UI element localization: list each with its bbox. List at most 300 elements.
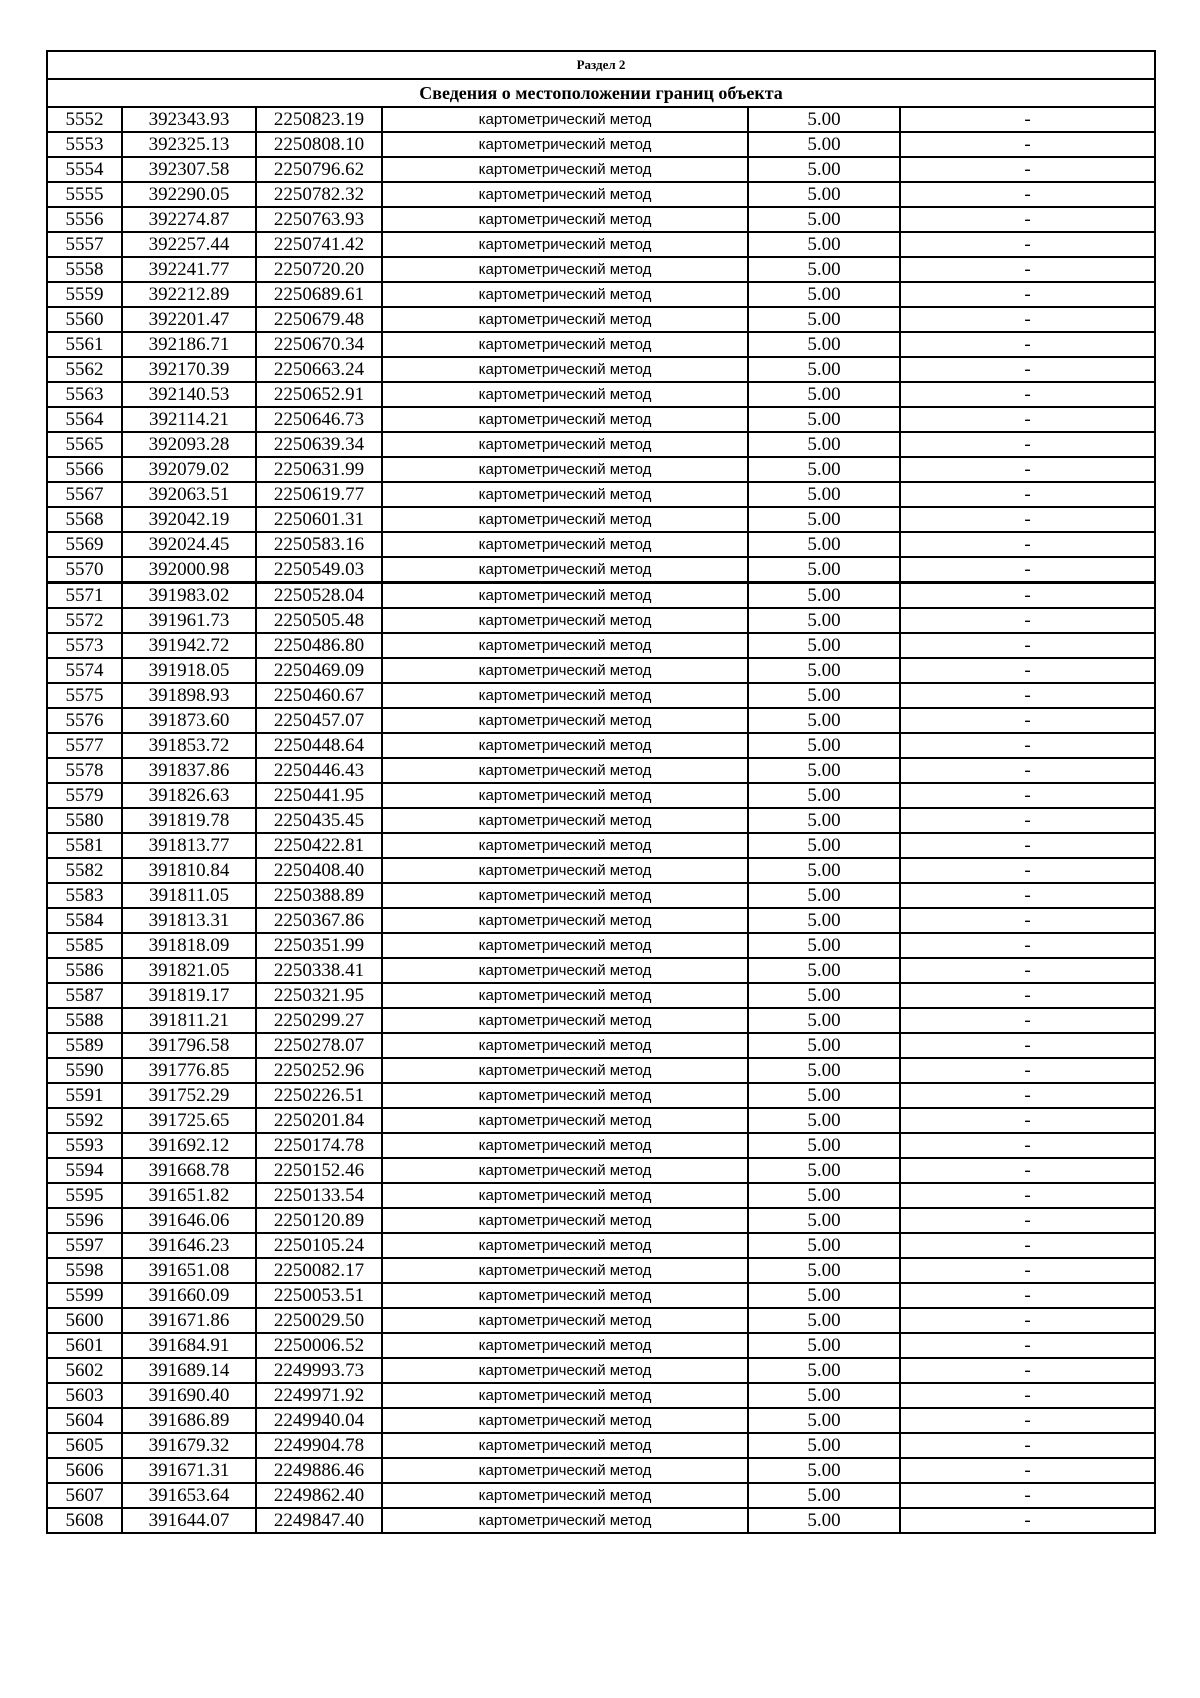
accuracy-cell: 5.00 <box>748 1383 900 1408</box>
x-coordinate-cell: 392307.58 <box>122 157 256 182</box>
table-title: Сведения о местоположении границ объекта <box>47 79 1155 107</box>
x-coordinate-cell: 391837.86 <box>122 758 256 783</box>
description-cell: - <box>900 608 1155 633</box>
x-coordinate-cell: 392274.87 <box>122 207 256 232</box>
y-coordinate-cell: 2250278.07 <box>256 1033 382 1058</box>
table-row <box>47 107 1155 132</box>
point-number-cell: 5576 <box>47 708 122 733</box>
accuracy-cell: 5.00 <box>748 157 900 182</box>
x-coordinate-cell: 391811.21 <box>122 1008 256 1033</box>
point-number-cell: 5601 <box>47 1333 122 1358</box>
x-coordinate-cell: 391752.29 <box>122 1083 256 1108</box>
x-coordinate-cell: 391813.77 <box>122 833 256 858</box>
description-cell: - <box>900 382 1155 407</box>
point-number-cell: 5597 <box>47 1233 122 1258</box>
accuracy-cell: 5.00 <box>748 683 900 708</box>
point-number-cell: 5553 <box>47 132 122 157</box>
description-cell: - <box>900 1133 1155 1158</box>
table-row <box>47 733 1155 758</box>
description-cell: - <box>900 958 1155 983</box>
table-row <box>47 432 1155 457</box>
accuracy-cell: 5.00 <box>748 382 900 407</box>
description-cell: - <box>900 858 1155 883</box>
accuracy-cell: 5.00 <box>748 1083 900 1108</box>
section-label: Раздел 2 <box>47 51 1155 79</box>
y-coordinate-cell: 2250652.91 <box>256 382 382 407</box>
description-cell: - <box>900 1408 1155 1433</box>
method-cell: картометрический метод <box>382 583 748 609</box>
y-coordinate-cell: 2250782.32 <box>256 182 382 207</box>
description-cell: - <box>900 1183 1155 1208</box>
accuracy-cell: 5.00 <box>748 1483 900 1508</box>
table-row <box>47 633 1155 658</box>
x-coordinate-cell: 392114.21 <box>122 407 256 432</box>
method-cell: картометрический метод <box>382 307 748 332</box>
accuracy-cell: 5.00 <box>748 507 900 532</box>
method-cell: картометрический метод <box>382 207 748 232</box>
description-cell: - <box>900 482 1155 507</box>
table-row <box>47 933 1155 958</box>
y-coordinate-cell: 2250741.42 <box>256 232 382 257</box>
method-cell: картометрический метод <box>382 1283 748 1308</box>
accuracy-cell: 5.00 <box>748 232 900 257</box>
x-coordinate-cell: 391821.05 <box>122 958 256 983</box>
accuracy-cell: 5.00 <box>748 983 900 1008</box>
table-row <box>47 1108 1155 1133</box>
x-coordinate-cell: 392290.05 <box>122 182 256 207</box>
method-cell: картометрический метод <box>382 1058 748 1083</box>
point-number-cell: 5607 <box>47 1483 122 1508</box>
point-number-cell: 5589 <box>47 1033 122 1058</box>
description-cell: - <box>900 132 1155 157</box>
x-coordinate-cell: 391818.09 <box>122 933 256 958</box>
x-coordinate-cell: 391646.06 <box>122 1208 256 1233</box>
table-row <box>47 1508 1155 1533</box>
table-row <box>47 958 1155 983</box>
description-cell: - <box>900 207 1155 232</box>
accuracy-cell: 5.00 <box>748 1233 900 1258</box>
method-cell: картометрический метод <box>382 933 748 958</box>
y-coordinate-cell: 2250299.27 <box>256 1008 382 1033</box>
method-cell: картометрический метод <box>382 407 748 432</box>
x-coordinate-cell: 392093.28 <box>122 432 256 457</box>
y-coordinate-cell: 2249904.78 <box>256 1433 382 1458</box>
description-cell: - <box>900 1483 1155 1508</box>
method-cell: картометрический метод <box>382 107 748 132</box>
method-cell: картометрический метод <box>382 958 748 983</box>
accuracy-cell: 5.00 <box>748 1308 900 1333</box>
y-coordinate-cell: 2250631.99 <box>256 457 382 482</box>
y-coordinate-cell: 2250120.89 <box>256 1208 382 1233</box>
description-cell: - <box>900 257 1155 282</box>
y-coordinate-cell: 2250460.67 <box>256 683 382 708</box>
y-coordinate-cell: 2249862.40 <box>256 1483 382 1508</box>
y-coordinate-cell: 2250670.34 <box>256 332 382 357</box>
accuracy-cell: 5.00 <box>748 257 900 282</box>
table-row <box>47 307 1155 332</box>
point-number-cell: 5581 <box>47 833 122 858</box>
method-cell: картометрический метод <box>382 1383 748 1408</box>
method-cell: картометрический метод <box>382 1258 748 1283</box>
x-coordinate-cell: 392186.71 <box>122 332 256 357</box>
description-cell: - <box>900 1508 1155 1533</box>
x-coordinate-cell: 391651.82 <box>122 1183 256 1208</box>
accuracy-cell: 5.00 <box>748 207 900 232</box>
point-number-cell: 5571 <box>47 583 122 609</box>
description-cell: - <box>900 1233 1155 1258</box>
y-coordinate-cell: 2250201.84 <box>256 1108 382 1133</box>
point-number-cell: 5608 <box>47 1508 122 1533</box>
x-coordinate-cell: 391660.09 <box>122 1283 256 1308</box>
table-row <box>47 482 1155 507</box>
accuracy-cell: 5.00 <box>748 107 900 132</box>
point-number-cell: 5573 <box>47 633 122 658</box>
method-cell: картометрический метод <box>382 1458 748 1483</box>
point-number-cell: 5560 <box>47 307 122 332</box>
description-cell: - <box>900 182 1155 207</box>
point-number-cell: 5586 <box>47 958 122 983</box>
accuracy-cell: 5.00 <box>748 1458 900 1483</box>
point-number-cell: 5583 <box>47 883 122 908</box>
description-cell: - <box>900 808 1155 833</box>
accuracy-cell: 5.00 <box>748 1258 900 1283</box>
description-cell: - <box>900 1458 1155 1483</box>
table-row <box>47 1183 1155 1208</box>
x-coordinate-cell: 392079.02 <box>122 457 256 482</box>
x-coordinate-cell: 391668.78 <box>122 1158 256 1183</box>
accuracy-cell: 5.00 <box>748 457 900 482</box>
description-cell: - <box>900 883 1155 908</box>
point-number-cell: 5567 <box>47 482 122 507</box>
description-cell: - <box>900 307 1155 332</box>
y-coordinate-cell: 2250367.86 <box>256 908 382 933</box>
y-coordinate-cell: 2250152.46 <box>256 1158 382 1183</box>
accuracy-cell: 5.00 <box>748 132 900 157</box>
description-cell: - <box>900 733 1155 758</box>
x-coordinate-cell: 391819.17 <box>122 983 256 1008</box>
description-cell: - <box>900 232 1155 257</box>
method-cell: картометрический метод <box>382 382 748 407</box>
table-row <box>47 833 1155 858</box>
accuracy-cell: 5.00 <box>748 708 900 733</box>
title-row <box>47 79 1155 107</box>
table-row <box>47 908 1155 933</box>
description-cell: - <box>900 357 1155 382</box>
table-row <box>47 1283 1155 1308</box>
table-row <box>47 658 1155 683</box>
method-cell: картометрический метод <box>382 1233 748 1258</box>
accuracy-cell: 5.00 <box>748 282 900 307</box>
x-coordinate-cell: 392325.13 <box>122 132 256 157</box>
method-cell: картометрический метод <box>382 1008 748 1033</box>
table-row <box>47 1483 1155 1508</box>
accuracy-cell: 5.00 <box>748 1183 900 1208</box>
accuracy-cell: 5.00 <box>748 1133 900 1158</box>
description-cell: - <box>900 1208 1155 1233</box>
description-cell: - <box>900 1258 1155 1283</box>
accuracy-cell: 5.00 <box>748 808 900 833</box>
x-coordinate-cell: 391692.12 <box>122 1133 256 1158</box>
x-coordinate-cell: 391671.86 <box>122 1308 256 1333</box>
table-row <box>47 683 1155 708</box>
x-coordinate-cell: 391811.05 <box>122 883 256 908</box>
x-coordinate-cell: 391653.64 <box>122 1483 256 1508</box>
method-cell: картометрический метод <box>382 557 748 583</box>
method-cell: картометрический метод <box>382 482 748 507</box>
table-row <box>47 1133 1155 1158</box>
table-row <box>47 332 1155 357</box>
y-coordinate-cell: 2250823.19 <box>256 107 382 132</box>
table-row <box>47 783 1155 808</box>
description-cell: - <box>900 933 1155 958</box>
y-coordinate-cell: 2250082.17 <box>256 1258 382 1283</box>
method-cell: картометрический метод <box>382 157 748 182</box>
description-cell: - <box>900 407 1155 432</box>
y-coordinate-cell: 2250663.24 <box>256 357 382 382</box>
table-row <box>47 132 1155 157</box>
y-coordinate-cell: 2250448.64 <box>256 733 382 758</box>
point-number-cell: 5603 <box>47 1383 122 1408</box>
y-coordinate-cell: 2250006.52 <box>256 1333 382 1358</box>
method-cell: картометрический метод <box>382 1333 748 1358</box>
point-number-cell: 5555 <box>47 182 122 207</box>
method-cell: картометрический метод <box>382 1358 748 1383</box>
table-row <box>47 808 1155 833</box>
point-number-cell: 5563 <box>47 382 122 407</box>
y-coordinate-cell: 2250689.61 <box>256 282 382 307</box>
table-row <box>47 182 1155 207</box>
point-number-cell: 5574 <box>47 658 122 683</box>
description-cell: - <box>900 107 1155 132</box>
y-coordinate-cell: 2250796.62 <box>256 157 382 182</box>
method-cell: картометрический метод <box>382 457 748 482</box>
description-cell: - <box>900 457 1155 482</box>
table-row <box>47 1158 1155 1183</box>
point-number-cell: 5554 <box>47 157 122 182</box>
accuracy-cell: 5.00 <box>748 783 900 808</box>
y-coordinate-cell: 2250388.89 <box>256 883 382 908</box>
x-coordinate-cell: 391796.58 <box>122 1033 256 1058</box>
table-row <box>47 1058 1155 1083</box>
point-number-cell: 5590 <box>47 1058 122 1083</box>
method-cell: картометрический метод <box>382 282 748 307</box>
method-cell: картометрический метод <box>382 507 748 532</box>
x-coordinate-cell: 391942.72 <box>122 633 256 658</box>
table-row <box>47 407 1155 432</box>
description-cell: - <box>900 833 1155 858</box>
description-cell: - <box>900 507 1155 532</box>
table-row <box>47 583 1155 609</box>
accuracy-cell: 5.00 <box>748 407 900 432</box>
method-cell: картометрический метод <box>382 858 748 883</box>
table-row <box>47 157 1155 182</box>
description-cell: - <box>900 708 1155 733</box>
accuracy-cell: 5.00 <box>748 1358 900 1383</box>
x-coordinate-cell: 392140.53 <box>122 382 256 407</box>
description-cell: - <box>900 532 1155 557</box>
accuracy-cell: 5.00 <box>748 1283 900 1308</box>
accuracy-cell: 5.00 <box>748 733 900 758</box>
method-cell: картометрический метод <box>382 1308 748 1333</box>
table-row <box>47 207 1155 232</box>
y-coordinate-cell: 2249940.04 <box>256 1408 382 1433</box>
boundary-points-table <box>46 50 1156 1534</box>
description-cell: - <box>900 282 1155 307</box>
accuracy-cell: 5.00 <box>748 758 900 783</box>
method-cell: картометрический метод <box>382 1433 748 1458</box>
method-cell: картометрический метод <box>382 633 748 658</box>
table-row <box>47 457 1155 482</box>
description-cell: - <box>900 1333 1155 1358</box>
method-cell: картометрический метод <box>382 132 748 157</box>
y-coordinate-cell: 2250646.73 <box>256 407 382 432</box>
point-number-cell: 5570 <box>47 557 122 583</box>
method-cell: картометрический метод <box>382 883 748 908</box>
description-cell: - <box>900 1008 1155 1033</box>
accuracy-cell: 5.00 <box>748 658 900 683</box>
description-cell: - <box>900 1433 1155 1458</box>
y-coordinate-cell: 2250321.95 <box>256 983 382 1008</box>
description-cell: - <box>900 1058 1155 1083</box>
point-number-cell: 5565 <box>47 432 122 457</box>
y-coordinate-cell: 2250457.07 <box>256 708 382 733</box>
y-coordinate-cell: 2250435.45 <box>256 808 382 833</box>
accuracy-cell: 5.00 <box>748 557 900 583</box>
point-number-cell: 5585 <box>47 933 122 958</box>
table-row <box>47 532 1155 557</box>
method-cell: картометрический метод <box>382 332 748 357</box>
x-coordinate-cell: 391725.65 <box>122 1108 256 1133</box>
point-number-cell: 5559 <box>47 282 122 307</box>
accuracy-cell: 5.00 <box>748 332 900 357</box>
x-coordinate-cell: 391679.32 <box>122 1433 256 1458</box>
y-coordinate-cell: 2250408.40 <box>256 858 382 883</box>
accuracy-cell: 5.00 <box>748 1158 900 1183</box>
description-cell: - <box>900 1108 1155 1133</box>
accuracy-cell: 5.00 <box>748 532 900 557</box>
point-number-cell: 5604 <box>47 1408 122 1433</box>
method-cell: картометрический метод <box>382 708 748 733</box>
x-coordinate-cell: 391983.02 <box>122 583 256 609</box>
accuracy-cell: 5.00 <box>748 883 900 908</box>
section-header-row <box>47 51 1155 79</box>
y-coordinate-cell: 2250808.10 <box>256 132 382 157</box>
y-coordinate-cell: 2250720.20 <box>256 257 382 282</box>
accuracy-cell: 5.00 <box>748 1058 900 1083</box>
point-number-cell: 5568 <box>47 507 122 532</box>
x-coordinate-cell: 392000.98 <box>122 557 256 583</box>
y-coordinate-cell: 2250601.31 <box>256 507 382 532</box>
description-cell: - <box>900 1033 1155 1058</box>
method-cell: картометрический метод <box>382 232 748 257</box>
y-coordinate-cell: 2250446.43 <box>256 758 382 783</box>
method-cell: картометрический метод <box>382 983 748 1008</box>
method-cell: картометрический метод <box>382 1133 748 1158</box>
point-number-cell: 5562 <box>47 357 122 382</box>
x-coordinate-cell: 392170.39 <box>122 357 256 382</box>
description-cell: - <box>900 683 1155 708</box>
table-row <box>47 883 1155 908</box>
point-number-cell: 5578 <box>47 758 122 783</box>
x-coordinate-cell: 391961.73 <box>122 608 256 633</box>
accuracy-cell: 5.00 <box>748 182 900 207</box>
table-row <box>47 608 1155 633</box>
method-cell: картометрический метод <box>382 658 748 683</box>
description-cell: - <box>900 1383 1155 1408</box>
x-coordinate-cell: 391690.40 <box>122 1383 256 1408</box>
y-coordinate-cell: 2249993.73 <box>256 1358 382 1383</box>
accuracy-cell: 5.00 <box>748 1408 900 1433</box>
method-cell: картометрический метод <box>382 758 748 783</box>
y-coordinate-cell: 2250486.80 <box>256 633 382 658</box>
point-number-cell: 5595 <box>47 1183 122 1208</box>
description-cell: - <box>900 557 1155 583</box>
x-coordinate-cell: 391853.72 <box>122 733 256 758</box>
y-coordinate-cell: 2250549.03 <box>256 557 382 583</box>
description-cell: - <box>900 1358 1155 1383</box>
accuracy-cell: 5.00 <box>748 1508 900 1533</box>
point-number-cell: 5598 <box>47 1258 122 1283</box>
x-coordinate-cell: 391684.91 <box>122 1333 256 1358</box>
method-cell: картометрический метод <box>382 1183 748 1208</box>
method-cell: картометрический метод <box>382 1108 748 1133</box>
accuracy-cell: 5.00 <box>748 933 900 958</box>
x-coordinate-cell: 392042.19 <box>122 507 256 532</box>
point-number-cell: 5564 <box>47 407 122 432</box>
point-number-cell: 5605 <box>47 1433 122 1458</box>
table-row <box>47 858 1155 883</box>
point-number-cell: 5569 <box>47 532 122 557</box>
point-number-cell: 5572 <box>47 608 122 633</box>
y-coordinate-cell: 2250528.04 <box>256 583 382 609</box>
table-row <box>47 357 1155 382</box>
table-row <box>47 1083 1155 1108</box>
point-number-cell: 5588 <box>47 1008 122 1033</box>
accuracy-cell: 5.00 <box>748 1433 900 1458</box>
point-number-cell: 5566 <box>47 457 122 482</box>
method-cell: картометрический метод <box>382 1483 748 1508</box>
x-coordinate-cell: 391810.84 <box>122 858 256 883</box>
point-number-cell: 5587 <box>47 983 122 1008</box>
description-cell: - <box>900 633 1155 658</box>
accuracy-cell: 5.00 <box>748 1008 900 1033</box>
method-cell: картометрический метод <box>382 357 748 382</box>
point-number-cell: 5602 <box>47 1358 122 1383</box>
x-coordinate-cell: 392212.89 <box>122 282 256 307</box>
table-row <box>47 1008 1155 1033</box>
table-row <box>47 1408 1155 1433</box>
y-coordinate-cell: 2250469.09 <box>256 658 382 683</box>
description-cell: - <box>900 583 1155 609</box>
y-coordinate-cell: 2250174.78 <box>256 1133 382 1158</box>
table-row <box>47 507 1155 532</box>
table-row <box>47 1358 1155 1383</box>
method-cell: картометрический метод <box>382 1208 748 1233</box>
y-coordinate-cell: 2250029.50 <box>256 1308 382 1333</box>
table-row <box>47 382 1155 407</box>
x-coordinate-cell: 391898.93 <box>122 683 256 708</box>
y-coordinate-cell: 2250679.48 <box>256 307 382 332</box>
method-cell: картометрический метод <box>382 733 748 758</box>
accuracy-cell: 5.00 <box>748 1108 900 1133</box>
x-coordinate-cell: 392241.77 <box>122 257 256 282</box>
point-number-cell: 5600 <box>47 1308 122 1333</box>
table-row <box>47 282 1155 307</box>
method-cell: картометрический метод <box>382 257 748 282</box>
x-coordinate-cell: 391646.23 <box>122 1233 256 1258</box>
accuracy-cell: 5.00 <box>748 583 900 609</box>
table-row <box>47 557 1155 583</box>
